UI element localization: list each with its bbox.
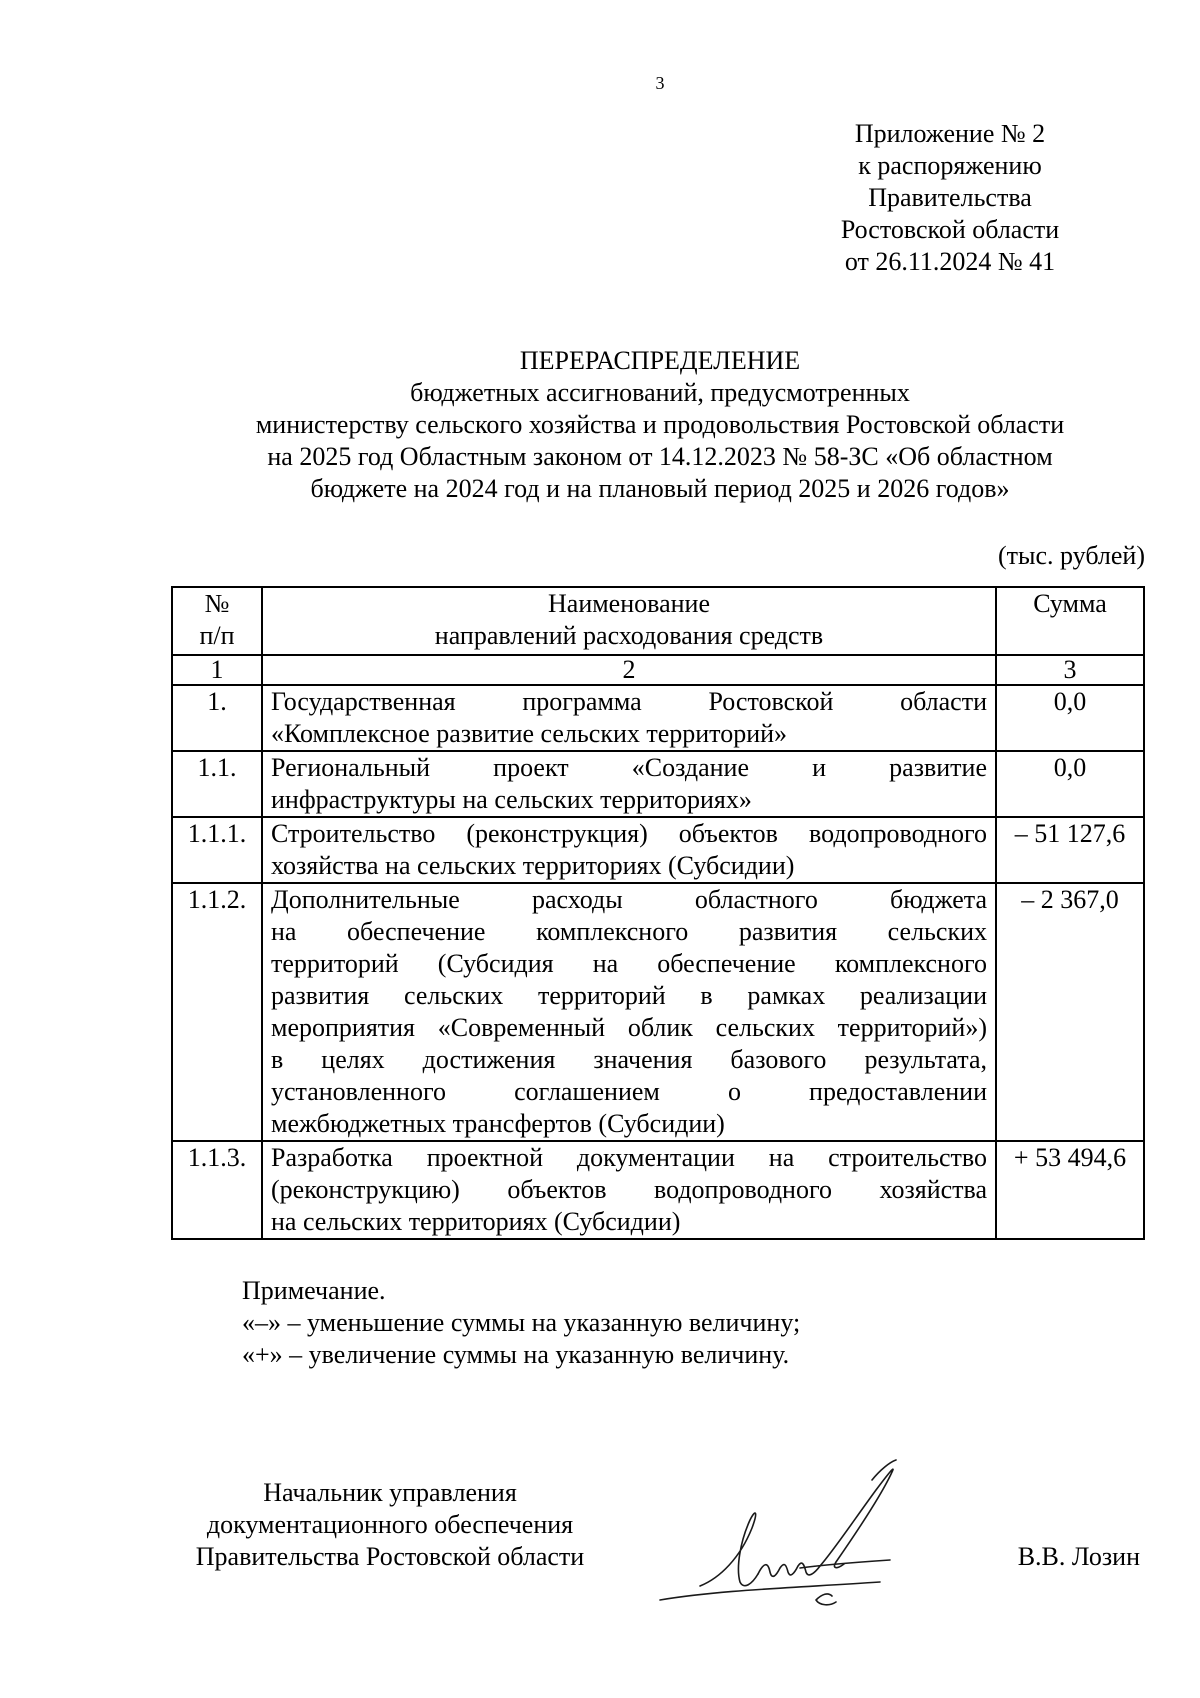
row-name-line: (реконструкцию) объектов водопроводного хозяйства bbox=[271, 1175, 987, 1204]
row-num: 1.1.2. bbox=[172, 883, 262, 1141]
appendix-line: от 26.11.2024 № 41 bbox=[844, 247, 1056, 276]
allocation-table bbox=[171, 586, 1145, 1240]
row-name-line: «Комплексное развитие сельских территорий» bbox=[271, 719, 788, 748]
table-row bbox=[172, 883, 1144, 1141]
title-line: бюджете на 2024 год и на плановый период 2025 и 2026 годов» bbox=[310, 474, 1010, 503]
header-name bbox=[262, 587, 996, 655]
title-line: министерству сельского хозяйства и продовольствия Ростовской области bbox=[255, 410, 1065, 439]
row-name-line: хозяйства на сельских территориях (Субсидии) bbox=[271, 851, 795, 880]
note-line: «–» – уменьшение суммы на указанную величину; bbox=[242, 1308, 801, 1337]
signatory-name: В.В. Лозин bbox=[1017, 1542, 1140, 1571]
table-row bbox=[172, 751, 1144, 817]
appendix-line: Приложение № 2 bbox=[854, 119, 1046, 148]
table-header-row bbox=[172, 587, 1144, 655]
table-row bbox=[172, 1141, 1144, 1239]
position-line: Правительства Ростовской области bbox=[195, 1542, 585, 1571]
title-line: на 2025 год Областным законом от 14.12.2023 № 58-ЗС «Об областном bbox=[267, 442, 1053, 471]
note-block bbox=[242, 1275, 1122, 1371]
row-name bbox=[262, 751, 996, 817]
position-line: документационного обеспечения bbox=[206, 1510, 574, 1539]
header-num-line: № bbox=[204, 589, 230, 618]
row-name bbox=[262, 883, 996, 1141]
title-line: бюджетных ассигнований, предусмотренных bbox=[410, 378, 910, 407]
appendix-line: Правительства bbox=[868, 183, 1032, 212]
row-name bbox=[262, 685, 996, 751]
row-name-line: Региональный проект «Создание и развитие bbox=[271, 753, 987, 782]
header-sum: Сумма bbox=[996, 587, 1144, 655]
index-cell: 1 bbox=[172, 655, 262, 685]
units-label: (тыс. рублей) bbox=[997, 541, 1145, 570]
table-row bbox=[172, 817, 1144, 883]
appendix-line: к распоряжению bbox=[858, 151, 1042, 180]
table-index-row bbox=[172, 655, 1144, 685]
index-cell: 3 bbox=[996, 655, 1144, 685]
row-name-line: инфраструктуры на сельских территориях» bbox=[271, 785, 752, 814]
table-row bbox=[172, 685, 1144, 751]
page-number: 3 bbox=[655, 73, 665, 93]
row-name-line: на обеспечение комплексного развития сельских bbox=[271, 917, 987, 946]
header-name-line: направлений расходования средств bbox=[434, 621, 824, 650]
title-heading: ПЕРЕРАСПРЕДЕЛЕНИЕ bbox=[519, 346, 801, 375]
header-num bbox=[172, 587, 262, 655]
row-name-line: Разработка проектной документации на строительство bbox=[271, 1143, 987, 1172]
header-num-line: п/п bbox=[199, 621, 235, 650]
row-num: 1.1. bbox=[172, 751, 262, 817]
signatory-position bbox=[170, 1477, 610, 1573]
row-name bbox=[262, 817, 996, 883]
row-name-line: территорий (Субсидия на обеспечение комплексного bbox=[271, 949, 987, 978]
document-title bbox=[180, 345, 1140, 505]
row-name-line: Строительство (реконструкция) объектов водопроводного bbox=[271, 819, 987, 848]
position-line: Начальник управления bbox=[263, 1478, 517, 1507]
row-num: 1.1.3. bbox=[172, 1141, 262, 1239]
row-name-line: Дополнительные расходы областного бюджета bbox=[271, 885, 987, 914]
header-name-line: Наименование bbox=[548, 589, 710, 618]
row-sum: 0,0 bbox=[996, 751, 1144, 817]
appendix-block bbox=[800, 118, 1100, 278]
row-sum: – 51 127,6 bbox=[996, 817, 1144, 883]
row-name-line: в целях достижения значения базового результата, bbox=[271, 1045, 987, 1074]
row-num: 1.1.1. bbox=[172, 817, 262, 883]
row-sum: + 53 494,6 bbox=[996, 1141, 1144, 1239]
row-sum: 0,0 bbox=[996, 685, 1144, 751]
index-cell: 2 bbox=[262, 655, 996, 685]
row-name-line: Государственная программа Ростовской области bbox=[271, 687, 987, 716]
row-sum: – 2 367,0 bbox=[996, 883, 1144, 1141]
handwritten-signature bbox=[640, 1450, 980, 1610]
row-num: 1. bbox=[172, 685, 262, 751]
row-name-line: межбюджетных трансфертов (Субсидии) bbox=[271, 1109, 725, 1138]
note-title: Примечание. bbox=[242, 1276, 386, 1305]
row-name-line: развития сельских территорий в рамках реализации bbox=[271, 981, 987, 1010]
row-name-line: на сельских территориях (Субсидии) bbox=[271, 1207, 681, 1236]
note-line: «+» – увеличение суммы на указанную величину. bbox=[242, 1340, 790, 1369]
row-name-line: установленного соглашением о предоставлении bbox=[271, 1077, 987, 1106]
row-name-line: мероприятия «Современный облик сельских территорий») bbox=[271, 1013, 987, 1042]
appendix-line: Ростовской области bbox=[840, 215, 1060, 244]
row-name bbox=[262, 1141, 996, 1239]
